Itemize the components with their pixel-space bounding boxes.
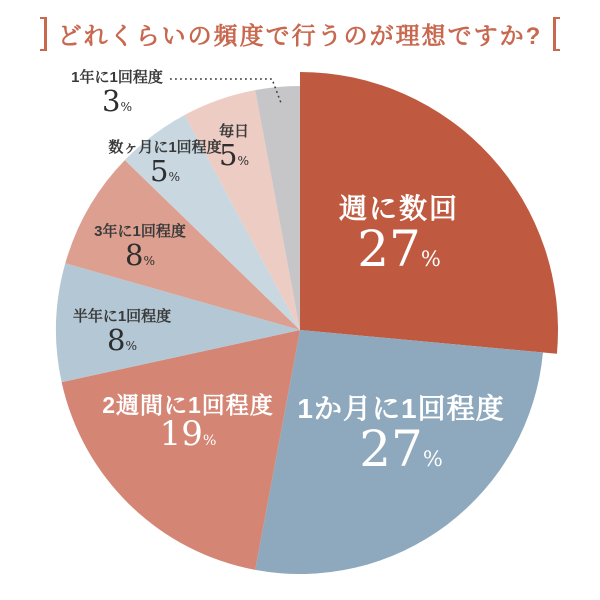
slice-label-value: 27% [357, 220, 441, 279]
slice-label-text: 半年に1回程度 [72, 308, 172, 325]
pie-slice-1 [255, 330, 543, 574]
slice-label-value: 5% [218, 137, 250, 172]
slice-label-value: 3% [101, 83, 133, 118]
pie-slice-0 [300, 72, 558, 354]
chart-title: どれくらいの頻度で行うのが理想ですか? [57, 23, 543, 50]
slice-label-text: 1年に1回程度 [71, 69, 163, 86]
slice-label-text: 3年に1回程度 [94, 223, 186, 240]
slice-label-value: 19% [159, 414, 217, 455]
slice-label-text: 毎日 [218, 123, 249, 140]
slice-label-value: 8% [106, 322, 138, 357]
slice-label-text: 1か月に1回程度 [297, 393, 505, 424]
slice-label-text: 週に数回 [338, 193, 460, 224]
slice-label-value: 5% [149, 153, 181, 188]
pie-slices [56, 69, 558, 574]
slice-label-text: 数ヶ月に1回程度 [108, 139, 222, 156]
slice-label-value: 27% [359, 420, 443, 479]
slice-label-text: 2週間に1回程度 [102, 392, 274, 418]
slice-label-value: 8% [124, 237, 156, 272]
